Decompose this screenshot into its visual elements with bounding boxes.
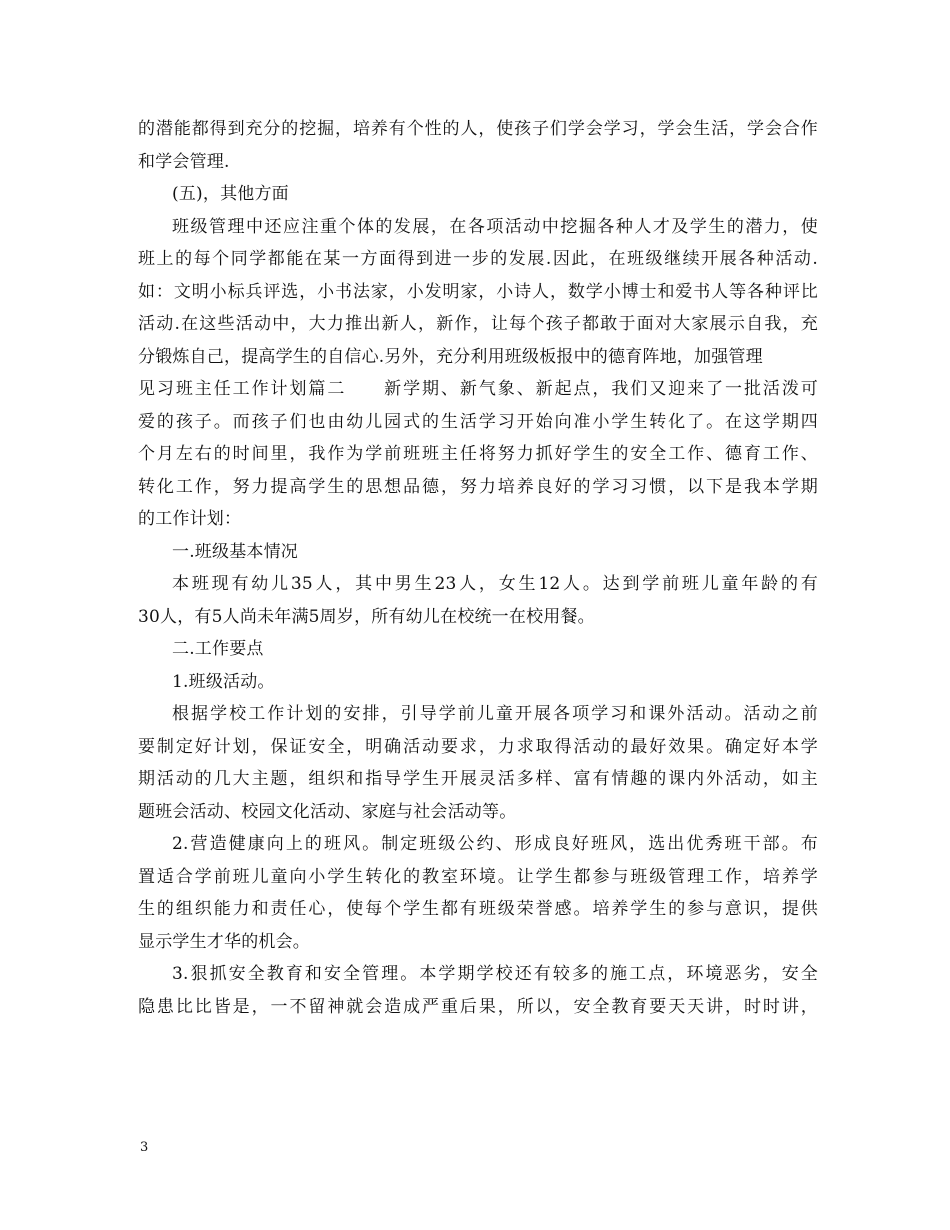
text-line-24: 置适合学前班儿童向小学生转化的教室环境。让学生都参与班级管理工作，培养学: [138, 866, 818, 887]
section-heading-work-points: 二.工作要点: [172, 639, 264, 659]
text-line-28: 隐患比比皆是，一不留神就会造成严重后果，所以，安全教育要天天讲，时时讲，: [138, 996, 818, 1017]
page-number: 3: [140, 1140, 149, 1155]
text-line-19: 根据学校工作计划的安排，引导学前儿童开展各项学习和课外活动。活动之前: [172, 704, 818, 724]
text-line-4: 班级管理中还应注重个体的发展，在各项活动中挖掘各种人才及学生的潜力，使: [172, 216, 818, 237]
text-line-23: 2.营造健康向上的班风。制定班级公约、形成良好班风，选出优秀班干部。布: [172, 834, 818, 854]
subheading-class-activities: 1.班级活动。: [172, 671, 275, 692]
text-line-8: 分锻炼自己，提高学生的自信心.另外，充分利用班级板报中的德育阵地，加强管理: [138, 346, 763, 367]
text-line-13: 的工作计划：: [138, 509, 242, 529]
text-line-15: 本班现有幼儿35人，其中男生23人，女生12人。达到学前班儿童年龄的有: [172, 574, 818, 594]
text-line-6: 如：文明小标兵评选，小书法家，小发明家，小诗人，数学小博士和爱书人等各种评比: [138, 281, 818, 302]
text-line-7: 活动.在这些活动中，大力推出新人，新作，让每个孩子都敢于面对大家展示自我，充: [138, 314, 818, 334]
text-line-26: 显示学生才华的机会。: [138, 931, 310, 952]
text-line-16: 30人，有5人尚未年满5周岁，所有幼儿在校统一在校用餐。: [138, 606, 595, 627]
text-line-25: 生的组织能力和责任心，使每个学生都有班级荣誉感。培养学生的参与意识，提供: [138, 899, 818, 919]
text-line-11: 个月左右的时间里，我作为学前班班主任将努力抓好学生的安全工作、德育工作、: [138, 444, 818, 464]
section-heading-basic-info: 一.班级基本情况: [172, 541, 299, 562]
text-line-1: 的潜能都得到充分的挖掘，培养有个性的人，使孩子们学会学习，学会生活，学会合作: [138, 119, 818, 139]
text-line-2: 和学会管理.: [138, 151, 230, 172]
section-heading-other: (五)，其他方面: [172, 184, 289, 204]
text-line-9: 见习班主任工作计划篇二 新学期、新气象、新起点，我们又迎来了一批活泼可: [138, 379, 818, 399]
document-body: [138, 113, 818, 1023]
text-line-10: 爱的孩子。而孩子们也由幼儿园式的生活学习开始向准小学生转化了。在这学期四: [138, 411, 818, 432]
text-line-21: 期活动的几大主题，组织和指导学生开展灵活多样、富有情趣的课内外活动，如主: [138, 769, 818, 789]
text-line-5: 班上的每个同学都能在某一方面得到进一步的发展.因此，在班级继续开展各种活动.: [138, 249, 818, 269]
text-line-27: 3.狠抓安全教育和安全管理。本学期学校还有较多的施工点，环境恶劣，安全: [172, 964, 818, 984]
text-line-12: 转化工作，努力提高学生的思想品德，努力培养良好的学习习惯，以下是我本学期: [138, 476, 818, 497]
text-line-22: 题班会活动、校园文化活动、家庭与社会活动等。: [138, 801, 517, 822]
text-line-20: 要制定好计划，保证安全，明确活动要求，力求取得活动的最好效果。确定好本学: [138, 736, 818, 757]
